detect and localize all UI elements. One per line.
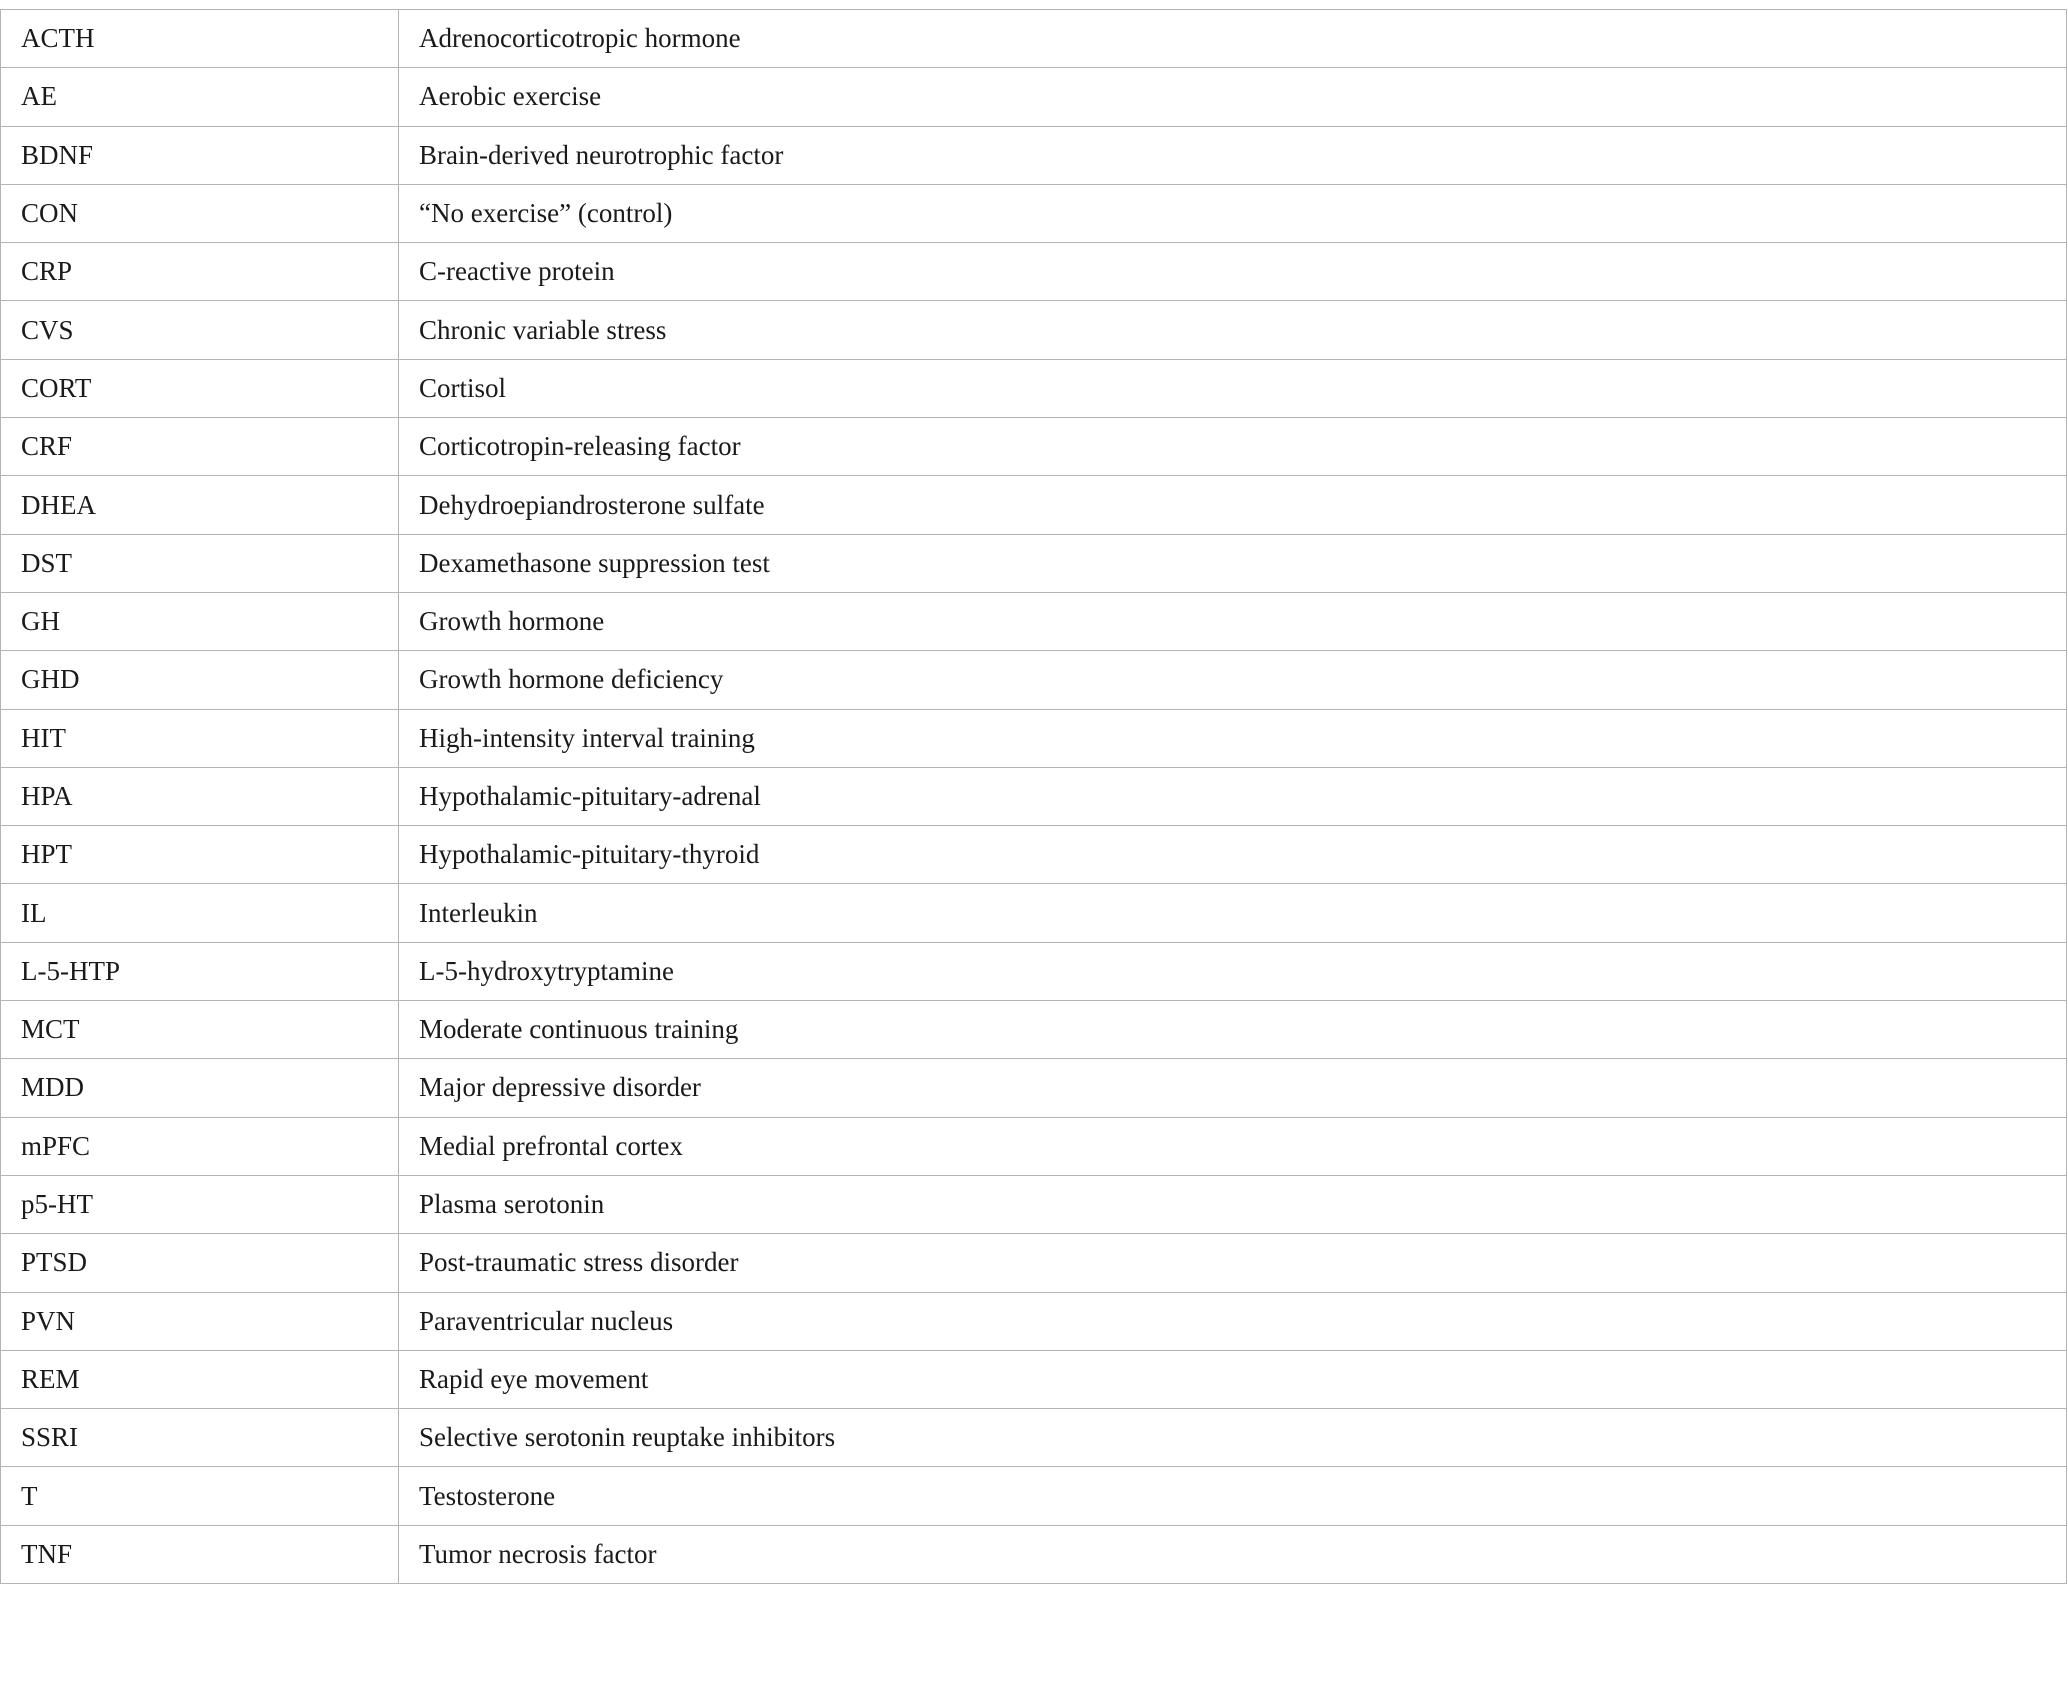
table-row xyxy=(1,592,2067,650)
table-row xyxy=(1,826,2067,884)
abbreviation-cell: DHEA xyxy=(1,476,399,534)
table-row xyxy=(1,709,2067,767)
table-row xyxy=(1,651,2067,709)
definition-cell: Hypothalamic-pituitary-thyroid xyxy=(399,826,2067,884)
definition-cell: Tumor necrosis factor xyxy=(399,1525,2067,1583)
abbreviation-cell: MCT xyxy=(1,1001,399,1059)
table-row xyxy=(1,1409,2067,1467)
table-row xyxy=(1,1292,2067,1350)
table-row xyxy=(1,1117,2067,1175)
abbreviation-cell: L-5-HTP xyxy=(1,942,399,1000)
abbreviation-cell: PTSD xyxy=(1,1234,399,1292)
definition-cell: Growth hormone deficiency xyxy=(399,651,2067,709)
definition-cell: Selective serotonin reuptake inhibitors xyxy=(399,1409,2067,1467)
definition-cell: Brain-derived neurotrophic factor xyxy=(399,126,2067,184)
table-row xyxy=(1,884,2067,942)
definition-cell: Hypothalamic-pituitary-adrenal xyxy=(399,767,2067,825)
abbreviation-cell: CORT xyxy=(1,359,399,417)
table-row xyxy=(1,767,2067,825)
table-row xyxy=(1,126,2067,184)
abbreviation-cell: CON xyxy=(1,184,399,242)
abbreviation-cell: MDD xyxy=(1,1059,399,1117)
abbreviation-cell: T xyxy=(1,1467,399,1525)
definition-cell: Cortisol xyxy=(399,359,2067,417)
definition-cell: Growth hormone xyxy=(399,592,2067,650)
abbreviation-cell: HIT xyxy=(1,709,399,767)
table-row xyxy=(1,10,2067,68)
table-row xyxy=(1,942,2067,1000)
table-row xyxy=(1,1175,2067,1233)
abbreviation-cell: CRP xyxy=(1,243,399,301)
definition-cell: High-intensity interval training xyxy=(399,709,2067,767)
definition-cell: Moderate continuous training xyxy=(399,1001,2067,1059)
abbreviation-cell: CVS xyxy=(1,301,399,359)
abbreviation-cell: PVN xyxy=(1,1292,399,1350)
abbreviation-cell: TNF xyxy=(1,1525,399,1583)
abbreviations-table-body xyxy=(1,10,2067,1584)
table-row xyxy=(1,476,2067,534)
table-row xyxy=(1,1525,2067,1583)
definition-cell: Aerobic exercise xyxy=(399,68,2067,126)
definition-cell: Paraventricular nucleus xyxy=(399,1292,2067,1350)
abbreviation-cell: CRF xyxy=(1,418,399,476)
abbreviation-cell: DST xyxy=(1,534,399,592)
table-row xyxy=(1,1059,2067,1117)
table-row xyxy=(1,1234,2067,1292)
definition-cell: Major depressive disorder xyxy=(399,1059,2067,1117)
abbreviation-cell: AE xyxy=(1,68,399,126)
abbreviation-cell: mPFC xyxy=(1,1117,399,1175)
definition-cell: L-5-hydroxytryptamine xyxy=(399,942,2067,1000)
abbreviation-cell: SSRI xyxy=(1,1409,399,1467)
abbreviation-cell: p5-HT xyxy=(1,1175,399,1233)
definition-cell: Plasma serotonin xyxy=(399,1175,2067,1233)
definition-cell: Post-traumatic stress disorder xyxy=(399,1234,2067,1292)
table-row xyxy=(1,1001,2067,1059)
table-row xyxy=(1,359,2067,417)
table-row xyxy=(1,68,2067,126)
definition-cell: Interleukin xyxy=(399,884,2067,942)
table-row xyxy=(1,1467,2067,1525)
table-row xyxy=(1,243,2067,301)
definition-cell: Testosterone xyxy=(399,1467,2067,1525)
definition-cell: Corticotropin-releasing factor xyxy=(399,418,2067,476)
definition-cell: “No exercise” (control) xyxy=(399,184,2067,242)
table-row xyxy=(1,184,2067,242)
definition-cell: Adrenocorticotropic hormone xyxy=(399,10,2067,68)
table-row xyxy=(1,418,2067,476)
table-row xyxy=(1,1350,2067,1408)
abbreviation-cell: ACTH xyxy=(1,10,399,68)
abbreviation-cell: BDNF xyxy=(1,126,399,184)
abbreviations-table xyxy=(0,9,2067,1584)
table-row xyxy=(1,301,2067,359)
definition-cell: Medial prefrontal cortex xyxy=(399,1117,2067,1175)
abbreviation-cell: IL xyxy=(1,884,399,942)
definition-cell: Dexamethasone suppression test xyxy=(399,534,2067,592)
abbreviation-cell: HPT xyxy=(1,826,399,884)
abbreviation-cell: HPA xyxy=(1,767,399,825)
abbreviation-cell: GH xyxy=(1,592,399,650)
table-row xyxy=(1,534,2067,592)
definition-cell: C-reactive protein xyxy=(399,243,2067,301)
abbreviation-cell: REM xyxy=(1,1350,399,1408)
definition-cell: Rapid eye movement xyxy=(399,1350,2067,1408)
abbreviation-cell: GHD xyxy=(1,651,399,709)
definition-cell: Chronic variable stress xyxy=(399,301,2067,359)
definition-cell: Dehydroepiandrosterone sulfate xyxy=(399,476,2067,534)
